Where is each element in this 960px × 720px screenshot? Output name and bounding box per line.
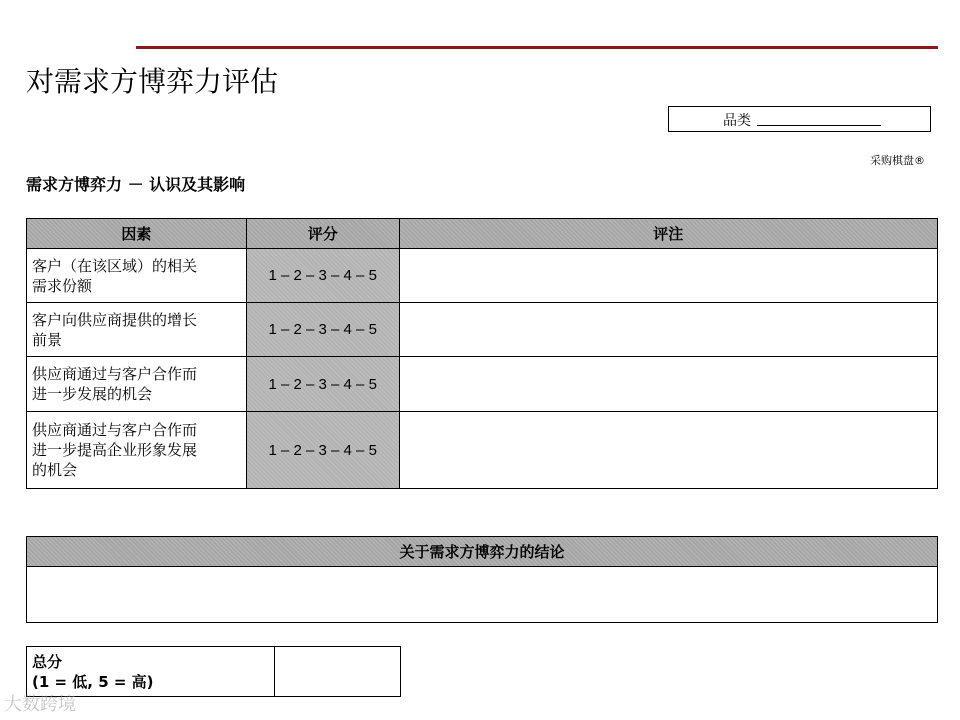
table-row	[27, 249, 938, 303]
factor-cell	[27, 412, 247, 489]
header-comment: 评注	[399, 219, 937, 249]
table-row	[27, 412, 938, 489]
factor-line: 客户向供应商提供的增长	[32, 310, 198, 329]
table-row	[27, 357, 938, 412]
factor-line: 客户（在该区域）的相关	[32, 256, 198, 275]
comment-cell[interactable]	[399, 357, 937, 412]
factor-cell	[27, 249, 247, 303]
score-cell: 1 – 2 – 3 – 4 – 5	[246, 249, 399, 303]
total-label-line: (1 = 低, 5 = 高)	[32, 672, 154, 691]
factor-line: 供应商通过与客户合作而	[32, 421, 198, 439]
table-row	[27, 303, 938, 357]
factor-line: 前景	[32, 330, 63, 349]
factor-line: 需求份额	[32, 276, 93, 295]
total-score-label	[27, 647, 275, 697]
factor-line: 的机会	[32, 461, 78, 479]
category-label: 品类	[723, 113, 751, 129]
factor-cell	[27, 303, 247, 357]
watermark: 大数跨境	[4, 694, 76, 715]
section-subtitle: 需求方博弈力 － 认识及其影响	[26, 175, 246, 194]
factor-line: 进一步发展的机会	[32, 385, 153, 403]
comment-cell[interactable]	[399, 412, 937, 489]
total-score-value[interactable]	[275, 647, 401, 697]
score-cell: 1 – 2 – 3 – 4 – 5	[246, 412, 399, 489]
top-divider-line	[136, 46, 938, 49]
score-cell: 1 – 2 – 3 – 4 – 5	[246, 303, 399, 357]
score-cell: 1 – 2 – 3 – 4 – 5	[246, 357, 399, 412]
conclusion-table	[26, 536, 938, 623]
conclusion-header: 关于需求方博弈力的结论	[27, 537, 938, 567]
conclusion-body[interactable]	[27, 567, 938, 623]
page-title: 对需求方博弈力评估	[26, 65, 279, 98]
comment-cell[interactable]	[399, 249, 937, 303]
factor-line: 进一步提高企业形象发展	[32, 441, 198, 459]
factor-line: 供应商通过与客户合作而	[32, 365, 198, 383]
comment-cell[interactable]	[399, 303, 937, 357]
header-factor: 因素	[27, 219, 247, 249]
category-box	[668, 106, 931, 132]
tool-name: 采购棋盘®	[870, 154, 925, 167]
assessment-table	[26, 218, 938, 489]
header-score: 评分	[246, 219, 399, 249]
total-score-table	[26, 646, 401, 697]
total-label-line: 总分	[32, 652, 63, 671]
category-blank-line	[757, 125, 881, 126]
table-header-row	[27, 219, 938, 249]
factor-cell	[27, 357, 247, 412]
